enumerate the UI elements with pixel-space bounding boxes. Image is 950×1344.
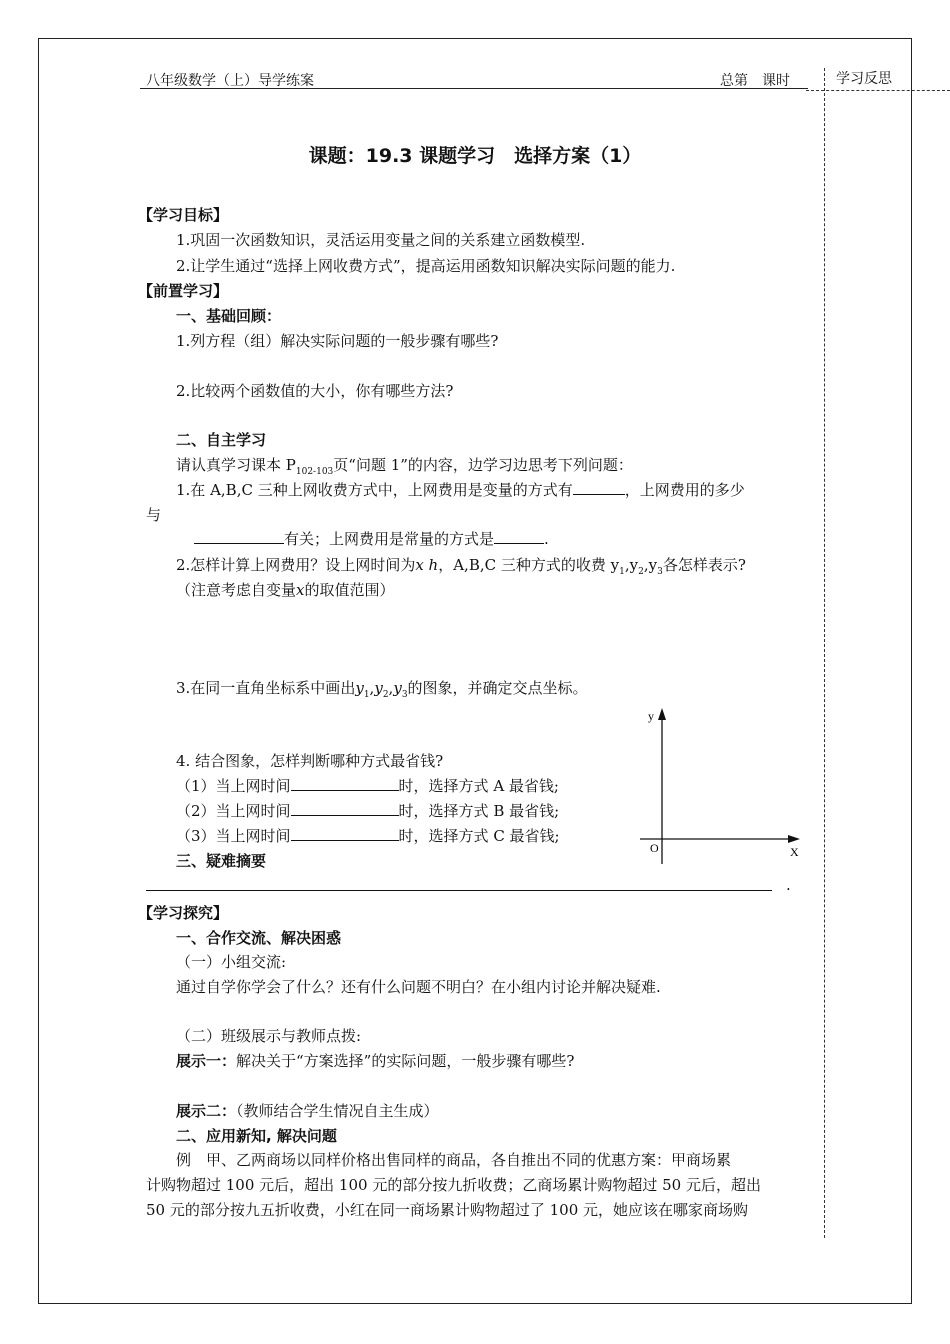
q4-2-text-b: 时，选择方式 B 最省钱; xyxy=(398,802,560,820)
question-4-3 xyxy=(176,825,560,846)
q2-variable: x h xyxy=(415,556,439,574)
q4-2-text-a: （2）当上网时间 xyxy=(176,802,291,820)
question-1-line-1 xyxy=(176,479,745,500)
example-line-3: 50 元的部分按九五折收费，小红在同一商场累计购物超过了 100 元，她应该在哪家商场购 xyxy=(146,1201,749,1219)
question-2 xyxy=(176,554,746,577)
goal-item-1: 1.巩固一次函数知识，灵活运用变量之间的关系建立函数模型. xyxy=(176,231,586,249)
reflection-label: 学习反思 xyxy=(836,71,892,87)
q4-3-blank[interactable] xyxy=(291,826,399,841)
note-variable: x xyxy=(296,581,305,599)
example-line-1: 例 甲、乙两商场以同样价格出售同样的商品，各自推出不同的优惠方案：甲商场累 xyxy=(176,1151,732,1169)
q4-1-text-b: 时，选择方式 A 最省钱; xyxy=(398,777,559,795)
y-axis-arrow xyxy=(658,708,666,720)
explore-heading: 【学习探究】 xyxy=(138,904,229,922)
x-axis-arrow xyxy=(788,835,800,843)
q1-text-a: 1.在 A,B,C 三种上网收费方式中，上网费用是变量的方式有 xyxy=(176,481,573,499)
rule-period: . xyxy=(786,876,791,894)
q3-text-a: 3.在同一直角坐标系中画出 xyxy=(176,679,356,697)
q1-text-c: 与 xyxy=(146,506,162,524)
q1-blank-3[interactable] xyxy=(494,529,544,544)
goals-heading: 【学习目标】 xyxy=(138,206,229,224)
lesson-count: 总第 课时 xyxy=(720,73,790,89)
y-axis-label: y xyxy=(648,709,654,723)
show-1-text: 解决关于“方案选择”的实际问题，一般步骤有哪些? xyxy=(236,1052,575,1070)
question-1-line-2 xyxy=(194,528,549,549)
preview-heading: 【前置学习】 xyxy=(138,282,229,300)
header-rule xyxy=(140,88,808,89)
q3-y1: y xyxy=(355,679,364,697)
q2-sub-2: 2 xyxy=(638,567,644,577)
header-dashed-line xyxy=(806,90,950,91)
page-range: 102-103 xyxy=(295,467,334,477)
review-question-2: 2.比较两个函数值的大小，你有哪些方法? xyxy=(176,382,454,400)
question-3: 3.在同一直角坐标系中画出$y_1,y_2,y_3$的图象，并确定交点坐标。 xyxy=(176,679,588,700)
q1-text-d: 有关；上网费用是常量的方式是 xyxy=(284,530,495,548)
q4-2-blank[interactable] xyxy=(291,801,399,816)
q2-text-b: ，A,B,C 三种方式的收费 y xyxy=(438,556,620,574)
intro-text-b: 页“问题 1”的内容，边学习边思考下列问题： xyxy=(333,456,633,474)
coordinate-axes xyxy=(640,700,810,870)
group-label: （一）小组交流: xyxy=(176,953,287,971)
q1-blank-2[interactable] xyxy=(194,529,284,544)
show-2 xyxy=(176,1100,439,1121)
q2-text-c: ,y xyxy=(624,556,639,574)
question-4: 4. 结合图象，怎样判断哪种方式最省钱? xyxy=(176,752,444,770)
q2-text-d: ,y xyxy=(643,556,658,574)
difficulty-heading: 三、疑难摘要 xyxy=(176,852,267,870)
q1-blank-1[interactable] xyxy=(573,480,625,495)
coop-heading: 一、合作交流、解决困惑 xyxy=(176,929,342,947)
apply-heading: 二、应用新知, 解决问题 xyxy=(176,1127,337,1145)
example-line-2: 计购物超过 100 元后，超出 100 元的部分按九折收费；乙商场累计购物超过 50 元后，超出 xyxy=(146,1176,761,1194)
q2-sub-3: 3 xyxy=(657,567,663,577)
course-title: 八年级数学（上）导学练案 xyxy=(146,73,314,89)
page-border xyxy=(38,38,912,1304)
q4-1-text-a: （1）当上网时间 xyxy=(176,777,291,795)
group-text: 通过自学你学会了什么？还有什么问题不明白？在小组内讨论并解决疑难. xyxy=(176,978,661,996)
question-4-1 xyxy=(176,775,559,796)
review-question-1: 1.列方程（组）解决实际问题的一般步骤有哪些? xyxy=(176,332,499,350)
self-study-intro xyxy=(176,454,633,477)
q3-sub-3: 3 xyxy=(401,690,408,700)
question-2-note xyxy=(176,579,395,600)
q2-text-a: 2.怎样计算上网费用？设上网时间为 xyxy=(176,556,416,574)
q4-1-blank[interactable] xyxy=(291,776,399,791)
show-2-label: 展示二： xyxy=(176,1102,237,1120)
q3-text-b: 的图象，并确定交点坐标。 xyxy=(407,679,588,697)
q1-text-b: ，上网费用的多少 xyxy=(624,481,745,499)
intro-text-a: 请认真学习课本 P xyxy=(176,456,296,474)
x-axis-label: X xyxy=(790,845,799,859)
note-text-a: （注意考虑自变量 xyxy=(176,581,297,599)
class-label: （二）班级展示与教师点拨: xyxy=(176,1027,362,1045)
page-title: 课题：19.3 课题学习 选择方案（1） xyxy=(308,145,642,167)
q3-y2: y xyxy=(374,679,383,697)
difficulty-answer-line[interactable] xyxy=(146,890,772,891)
show-2-text: （教师结合学生情况自主生成） xyxy=(236,1102,439,1120)
note-text-b: 的取值范围） xyxy=(304,581,395,599)
q3-sub-2: 2 xyxy=(382,690,389,700)
q4-3-text-b: 时，选择方式 C 最省钱; xyxy=(398,827,560,845)
review-heading: 一、基础回顾： xyxy=(176,307,282,325)
q1-text-e: . xyxy=(544,530,549,548)
goal-item-2: 2.让学生通过“选择上网收费方式”，提高运用函数知识解决实际问题的能力. xyxy=(176,257,676,275)
self-study-heading: 二、自主学习 xyxy=(176,431,267,449)
margin-dashed-line xyxy=(824,68,825,1238)
q2-sub-1: 1 xyxy=(619,567,625,577)
q3-y3: y xyxy=(393,679,402,697)
q2-text-e: 各怎样表示? xyxy=(662,556,746,574)
question-4-2 xyxy=(176,800,559,821)
show-1-label: 展示一： xyxy=(176,1052,237,1070)
q3-sub-1: 1 xyxy=(363,690,370,700)
origin-label: O xyxy=(650,841,659,855)
show-1 xyxy=(176,1050,574,1071)
q4-3-text-a: （3）当上网时间 xyxy=(176,827,291,845)
